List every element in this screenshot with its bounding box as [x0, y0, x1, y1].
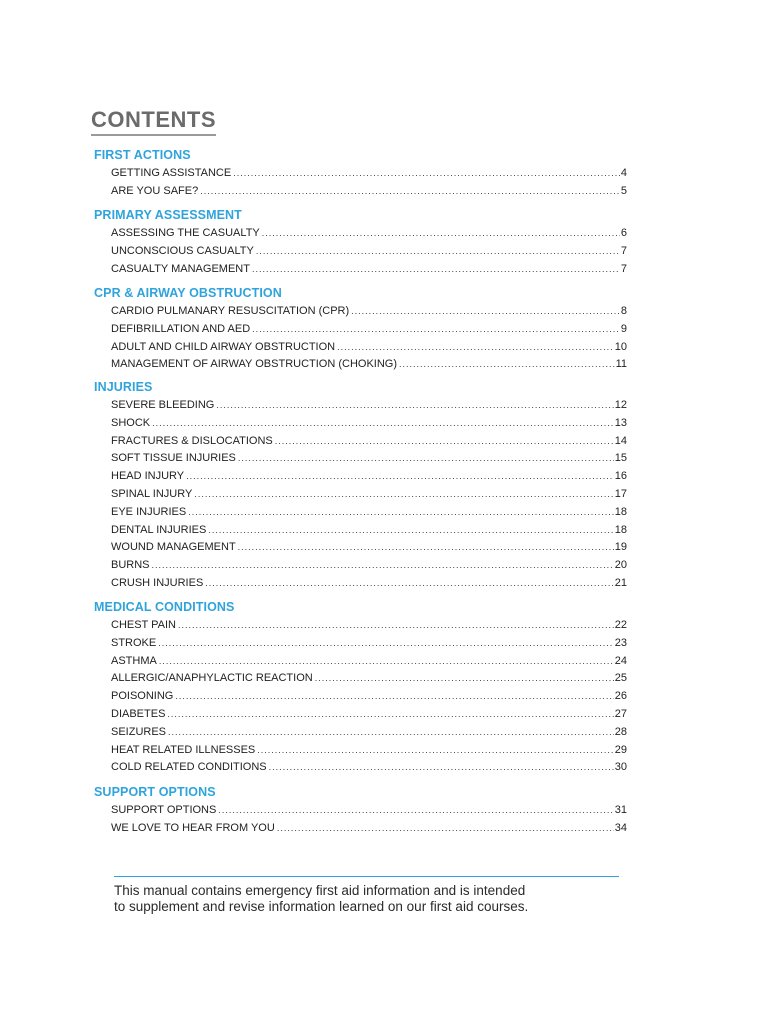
toc-entry-page-number: 29 [614, 743, 627, 756]
section-heading: CPR & AIRWAY OBSTRUCTION [94, 286, 282, 300]
toc-entry[interactable] [111, 576, 627, 590]
toc-entry-page-number: 4 [620, 167, 627, 179]
toc-entry[interactable] [111, 487, 627, 501]
dot-leader [194, 487, 613, 501]
toc-entry-page-number: 8 [620, 305, 627, 317]
toc-entry-page-number: 7 [620, 244, 627, 257]
toc-entry-label: GETTING ASSISTANCE [111, 167, 232, 179]
toc-entry-label: BURNS [111, 559, 150, 572]
toc-entry[interactable] [111, 416, 627, 430]
toc-entry-page-number: 21 [614, 577, 627, 589]
toc-entry-page-number: 28 [614, 725, 627, 738]
toc-entry[interactable] [111, 821, 627, 835]
toc-entry-label: STROKE [111, 636, 157, 649]
dot-leader [257, 743, 613, 757]
dot-leader [186, 469, 614, 483]
page-title: CONTENTS [91, 107, 216, 136]
dot-leader [205, 576, 613, 590]
section-heading: MEDICAL CONDITIONS [94, 600, 235, 614]
toc-entry[interactable] [111, 226, 627, 240]
toc-entry-label: WE LOVE TO HEAR FROM YOU [111, 821, 275, 834]
toc-entry[interactable] [111, 304, 627, 318]
toc-entry-page-number: 16 [614, 470, 627, 483]
toc-entry-page-number: 5 [620, 184, 627, 197]
dot-leader [167, 707, 613, 721]
dot-leader [351, 304, 620, 318]
toc-entry-label: SOFT TISSUE INJURIES [111, 452, 236, 465]
toc-entry-label: SUPPORT OPTIONS [111, 804, 217, 816]
toc-entry-label: COLD RELATED CONDITIONS [111, 761, 267, 774]
toc-entry[interactable] [111, 184, 627, 198]
toc-entry-label: ALLERGIC/ANAPHYLACTIC REACTION [111, 672, 313, 685]
toc-entry-label: MANAGEMENT OF AIRWAY OBSTRUCTION (CHOKING) [111, 358, 398, 371]
toc-entry-page-number: 31 [614, 804, 627, 816]
toc-entry-label: SHOCK [111, 416, 151, 429]
toc-entry-page-number: 13 [614, 416, 627, 429]
toc-entry[interactable] [111, 725, 627, 739]
toc-entry-label: ADULT AND CHILD AIRWAY OBSTRUCTION [111, 340, 336, 353]
toc-entry-label: ASSESSING THE CASUALTY [111, 227, 260, 239]
dot-leader [218, 803, 613, 817]
toc-entry-page-number: 25 [614, 672, 627, 685]
toc-entry-label: CASUALTY MANAGEMENT [111, 262, 250, 275]
toc-entry[interactable] [111, 689, 627, 703]
toc-entry-page-number: 9 [620, 322, 627, 335]
dot-leader [175, 689, 613, 703]
dot-leader [256, 244, 620, 258]
dot-leader [178, 618, 614, 632]
dot-leader [262, 226, 620, 240]
dot-leader [238, 451, 614, 465]
toc-entry[interactable] [111, 618, 627, 632]
toc-entry-label: CRUSH INJURIES [111, 577, 204, 589]
dot-leader [399, 357, 615, 371]
dot-leader [158, 636, 614, 650]
toc-entry-page-number: 20 [614, 559, 627, 572]
dot-leader [159, 654, 614, 668]
dot-leader [208, 523, 613, 537]
toc-entry-label: SEVERE BLEEDING [111, 399, 215, 411]
toc-entry[interactable] [111, 558, 627, 572]
toc-entry-label: UNCONSCIOUS CASUALTY [111, 244, 254, 257]
toc-entry-page-number: 26 [614, 690, 627, 703]
toc-entry-page-number: 18 [614, 505, 627, 518]
toc-entry[interactable] [111, 469, 627, 483]
toc-entry-label: ARE YOU SAFE? [111, 184, 199, 197]
divider [114, 876, 619, 877]
toc-entry-page-number: 19 [614, 541, 627, 554]
toc-entry-label: CHEST PAIN [111, 619, 176, 631]
toc-entry[interactable] [111, 434, 627, 448]
toc-entry[interactable] [111, 340, 627, 354]
dot-leader [200, 184, 620, 198]
toc-entry-label: WOUND MANAGEMENT [111, 541, 236, 554]
dot-leader [233, 166, 620, 180]
toc-entry[interactable] [111, 262, 627, 276]
section-heading: INJURIES [94, 380, 153, 394]
toc-entry-label: SPINAL INJURY [111, 488, 193, 500]
dot-leader [337, 340, 614, 354]
dot-leader [315, 671, 614, 685]
toc-entry[interactable] [111, 671, 627, 685]
toc-entry-label: POISONING [111, 690, 174, 703]
toc-entry-label: EYE INJURIES [111, 505, 187, 518]
toc-entry[interactable] [111, 803, 627, 817]
toc-entry-page-number: 14 [614, 434, 627, 447]
toc-entry[interactable] [111, 743, 627, 757]
toc-entry-page-number: 12 [614, 399, 627, 411]
toc-entry-page-number: 10 [614, 340, 627, 353]
dot-leader [269, 760, 614, 774]
toc-entry-page-number: 22 [614, 619, 627, 631]
dot-leader [252, 262, 620, 276]
toc-entry[interactable] [111, 707, 627, 721]
toc-entry-label: DEFIBRILLATION AND AED [111, 322, 251, 335]
dot-leader [168, 725, 614, 739]
toc-entry[interactable] [111, 760, 627, 774]
toc-entry-page-number: 15 [614, 452, 627, 465]
toc-entry[interactable] [111, 523, 627, 537]
toc-entry-page-number: 34 [614, 821, 627, 834]
dot-leader [277, 821, 614, 835]
toc-entry-page-number: 23 [614, 636, 627, 649]
toc-entry[interactable] [111, 244, 627, 258]
dot-leader [152, 416, 614, 430]
footer-note-line: to supplement and revise information learned on our first aid courses. [114, 899, 529, 914]
toc-entry-page-number: 17 [614, 488, 627, 500]
toc-entry-label: HEAT RELATED ILLNESSES [111, 743, 256, 756]
toc-entry-page-number: 18 [614, 523, 627, 536]
footer-note-line: This manual contains emergency first aid information and is intended [114, 883, 526, 898]
dot-leader [216, 398, 613, 412]
toc-entry[interactable] [111, 505, 627, 519]
section-heading: SUPPORT OPTIONS [94, 785, 216, 799]
dot-leader [252, 322, 620, 336]
toc-entry-page-number: 11 [615, 358, 627, 371]
dot-leader [152, 558, 614, 572]
toc-entry[interactable] [111, 636, 627, 650]
toc-entry-label: ASTHMA [111, 654, 157, 667]
toc-entry[interactable] [111, 654, 627, 668]
toc-entry-page-number: 27 [614, 708, 627, 720]
toc-entry-label: CARDIO PULMANARY RESUSCITATION (CPR) [111, 305, 350, 317]
dot-leader [275, 434, 614, 448]
toc-entry-label: SEIZURES [111, 725, 167, 738]
toc-entry-label: DIABETES [111, 708, 166, 720]
toc-entry-label: DENTAL INJURIES [111, 523, 207, 536]
toc-entry-page-number: 7 [620, 262, 627, 275]
toc-entry-page-number: 6 [620, 227, 627, 239]
dot-leader [238, 540, 614, 554]
toc-entry-label: FRACTURES & DISLOCATIONS [111, 434, 273, 447]
toc-entry[interactable] [111, 357, 627, 371]
toc-entry-page-number: 30 [614, 761, 627, 774]
toc-entry[interactable] [111, 166, 627, 180]
section-heading: PRIMARY ASSESSMENT [94, 208, 242, 222]
toc-entry[interactable] [111, 398, 627, 412]
toc-entry-page-number: 24 [614, 654, 627, 667]
footer-note [114, 883, 634, 915]
toc-entry[interactable] [111, 322, 627, 336]
section-heading: FIRST ACTIONS [94, 148, 191, 162]
toc-entry[interactable] [111, 451, 627, 465]
toc-entry-label: HEAD INJURY [111, 470, 185, 483]
dot-leader [188, 505, 614, 519]
toc-entry[interactable] [111, 540, 627, 554]
